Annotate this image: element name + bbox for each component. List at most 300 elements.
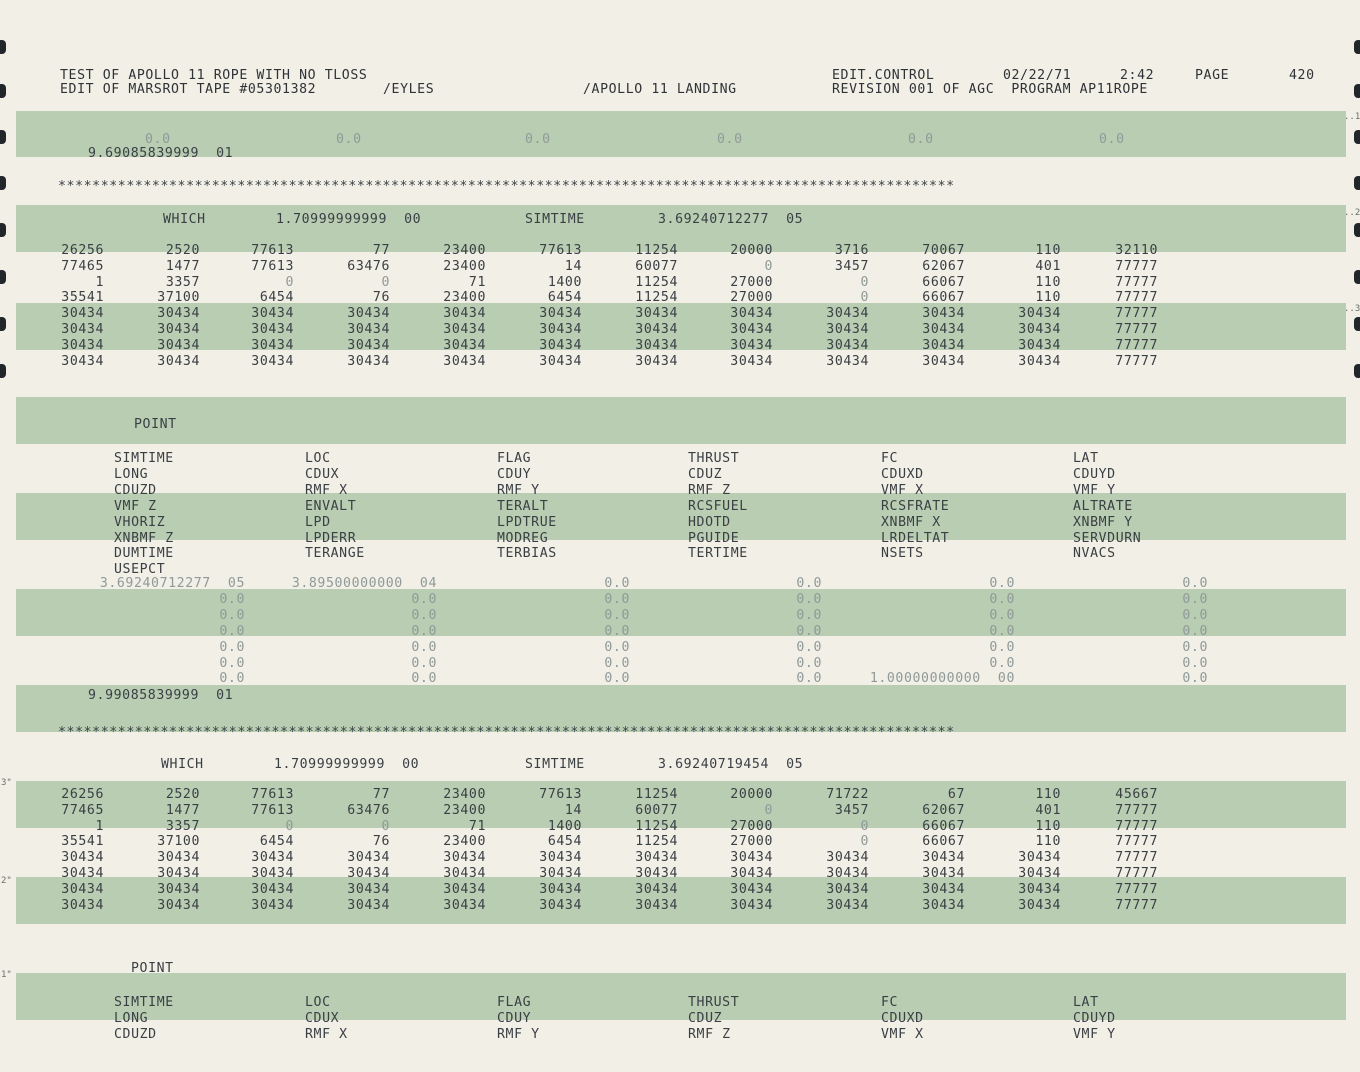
table-cell: 77777 — [1115, 834, 1158, 850]
table-cell: 37100 — [157, 834, 200, 850]
table-cell: 71 — [468, 818, 486, 834]
table-cell: 30434 — [443, 353, 486, 369]
feed-hole — [1354, 270, 1360, 284]
table-cell: 23400 — [443, 834, 486, 850]
feed-hole — [0, 317, 6, 331]
table-cell: 3357 — [165, 274, 200, 290]
table-cell: 110 — [1035, 243, 1061, 258]
point-value: 0.0 — [796, 576, 822, 591]
table-cell: 11254 — [635, 274, 678, 290]
point-label: LOC — [305, 451, 331, 466]
point-label: HDOTD — [688, 514, 731, 530]
table-cell: 30434 — [443, 897, 486, 913]
table-cell: 30434 — [157, 353, 200, 369]
table-cell: 30434 — [1018, 881, 1061, 897]
table-cell: 30434 — [826, 850, 869, 866]
point-label: RMF X — [305, 1026, 348, 1042]
table-cell: 23400 — [443, 243, 486, 258]
table-cell: 30434 — [347, 337, 390, 353]
table-cell: 30434 — [635, 866, 678, 881]
table-cell: 77777 — [1115, 274, 1158, 290]
header-title: TEST OF APOLLO 11 ROPE WITH NO TLOSS — [60, 68, 368, 83]
table-cell: 20000 — [730, 787, 773, 802]
margin-mark: ..3 — [1344, 304, 1360, 314]
table-cell: 2520 — [165, 243, 200, 258]
table-cell: 30434 — [61, 322, 104, 337]
point-value: 0.0 — [1182, 639, 1208, 655]
point-value: 0.0 — [219, 623, 245, 639]
table-cell: 71 — [468, 274, 486, 290]
point-label: CDUX — [305, 1010, 340, 1026]
point-label: RMF Y — [497, 1026, 540, 1042]
margin-mark: ..1 — [1344, 112, 1360, 122]
greenbar-band — [16, 493, 1346, 540]
table-cell: 77777 — [1115, 881, 1158, 897]
table-cell: 30434 — [1018, 866, 1061, 881]
table-cell: 30434 — [635, 897, 678, 913]
point-label: THRUST — [688, 451, 740, 466]
table-cell: 30434 — [251, 353, 294, 369]
point-label: CDUZ — [688, 466, 723, 482]
point-value: 0.0 — [989, 655, 1015, 671]
table-cell: 30434 — [922, 337, 965, 353]
table-cell: 30434 — [157, 322, 200, 337]
table-cell: 30434 — [347, 897, 390, 913]
zero-value: 0.0 — [336, 132, 362, 147]
table-cell: 26256 — [61, 787, 104, 802]
page-number: 420 — [1289, 68, 1315, 83]
table-cell: 30434 — [61, 866, 104, 881]
table-cell: 77613 — [251, 258, 294, 274]
table-cell: 23400 — [443, 787, 486, 802]
point-label: XNBMF Z — [114, 530, 174, 546]
table-cell: 1 — [95, 274, 104, 290]
table-cell: 30434 — [635, 850, 678, 866]
table-cell: 63476 — [347, 258, 390, 274]
table-cell: 30434 — [157, 897, 200, 913]
point-value: 0.0 — [796, 639, 822, 655]
table-cell: 0 — [764, 802, 773, 818]
zero-value: 0.0 — [525, 132, 551, 147]
zero-value: 0.0 — [717, 132, 743, 147]
table-cell: 30434 — [251, 897, 294, 913]
table-cell: 30434 — [922, 866, 965, 881]
zero-value: 0.0 — [908, 132, 934, 147]
table-cell: 30434 — [1018, 850, 1061, 866]
table-cell: 27000 — [730, 290, 773, 306]
point-title: POINT — [131, 961, 174, 976]
point-value: 0.0 — [604, 671, 630, 687]
table-cell: 76 — [372, 834, 390, 850]
table-cell: 77613 — [251, 802, 294, 818]
point-label: VMF Y — [1073, 1026, 1116, 1042]
table-cell: 30434 — [157, 337, 200, 353]
table-cell: 30434 — [251, 866, 294, 881]
point-value: 0.0 — [411, 591, 437, 607]
table-cell: 6454 — [547, 834, 582, 850]
table-cell: 3457 — [834, 802, 869, 818]
table-cell: 30434 — [157, 306, 200, 322]
table-cell: 2520 — [165, 787, 200, 802]
table-cell: 77613 — [539, 243, 582, 258]
table-cell: 77613 — [251, 787, 294, 802]
table-cell: 30434 — [635, 337, 678, 353]
table-cell: 23400 — [443, 290, 486, 306]
table-cell: 23400 — [443, 802, 486, 818]
table-cell: 30434 — [61, 881, 104, 897]
margin-mark: 1" — [1, 970, 12, 980]
table-cell: 77465 — [61, 258, 104, 274]
table-cell: 30434 — [539, 850, 582, 866]
table-cell: 77613 — [251, 243, 294, 258]
table-cell: 35541 — [61, 290, 104, 306]
table-cell: 1400 — [547, 274, 582, 290]
table-cell: 3716 — [834, 243, 869, 258]
point-value: 0.0 — [1182, 671, 1208, 687]
table-cell: 30434 — [347, 850, 390, 866]
point-label: FC — [881, 451, 899, 466]
point-label: DUMTIME — [114, 546, 174, 562]
asterisk-separator: ********************************************************************************************************* — [58, 725, 955, 740]
which-value: 1.70999999999 00 — [276, 212, 422, 227]
table-cell: 30434 — [1018, 897, 1061, 913]
table-cell: 30434 — [539, 866, 582, 881]
table-cell: 30434 — [61, 897, 104, 913]
table-cell: 11254 — [635, 243, 678, 258]
table-cell: 30434 — [347, 353, 390, 369]
table-cell: 11254 — [635, 834, 678, 850]
simtime-label: SIMTIME — [525, 212, 585, 227]
header-mission: /APOLLO 11 LANDING — [583, 82, 737, 97]
point-label: TERTIME — [688, 546, 748, 562]
table-cell: 1477 — [165, 258, 200, 274]
point-label: TERALT — [497, 498, 549, 514]
table-cell: 70067 — [922, 243, 965, 258]
table-cell: 30434 — [443, 881, 486, 897]
which-value: 1.70999999999 00 — [274, 757, 420, 772]
point-label: VMF X — [881, 1026, 924, 1042]
table-cell: 3357 — [165, 818, 200, 834]
point-value: 0.0 — [604, 655, 630, 671]
point-value: 0.0 — [411, 671, 437, 687]
point-value: 0.0 — [796, 607, 822, 623]
table-cell: 30434 — [443, 322, 486, 337]
point-last-value: 9.99085839999 01 — [88, 688, 234, 703]
table-cell: 30434 — [635, 353, 678, 369]
feed-hole — [0, 176, 6, 190]
feed-hole — [1354, 176, 1360, 190]
table-cell: 0 — [860, 290, 869, 306]
point-value: 0.0 — [989, 607, 1015, 623]
table-cell: 0 — [860, 274, 869, 290]
table-cell: 0 — [381, 274, 390, 290]
point-label: LOC — [305, 995, 331, 1010]
table-cell: 77777 — [1115, 802, 1158, 818]
table-cell: 110 — [1035, 818, 1061, 834]
table-cell: 0 — [860, 818, 869, 834]
table-cell: 23400 — [443, 258, 486, 274]
point-value: 0.0 — [219, 607, 245, 623]
point-value: 0.0 — [604, 576, 630, 591]
simtime-value: 3.69240712277 05 — [658, 212, 804, 227]
point-value: 3.89500000000 04 — [291, 576, 437, 591]
point-label: RMF Z — [688, 1026, 731, 1042]
table-cell: 30434 — [61, 353, 104, 369]
zero-value: 0.0 — [145, 132, 171, 147]
table-cell: 30434 — [251, 881, 294, 897]
margin-mark: 2" — [1, 876, 12, 886]
point-label: RMF Z — [688, 482, 731, 498]
point-label: NSETS — [881, 546, 924, 562]
table-cell: 30434 — [826, 881, 869, 897]
point-value: 0.0 — [604, 623, 630, 639]
table-cell: 77777 — [1115, 897, 1158, 913]
point-value: 0.0 — [604, 639, 630, 655]
point-value: 0.0 — [219, 591, 245, 607]
table-cell: 30434 — [1018, 306, 1061, 322]
point-value: 0.0 — [604, 591, 630, 607]
table-cell: 30434 — [922, 353, 965, 369]
top-value: 9.69085839999 01 — [88, 146, 234, 161]
point-label: LPDERR — [305, 530, 357, 546]
table-cell: 76 — [372, 290, 390, 306]
point-label: LAT — [1073, 995, 1099, 1010]
point-title: POINT — [134, 417, 177, 432]
header-user: /EYLES — [383, 82, 435, 97]
table-cell: 30434 — [635, 322, 678, 337]
point-value: 0.0 — [1182, 576, 1208, 591]
table-cell: 30434 — [922, 897, 965, 913]
point-value: 0.0 — [219, 671, 245, 687]
table-cell: 30434 — [61, 306, 104, 322]
table-cell: 30434 — [347, 322, 390, 337]
table-cell: 27000 — [730, 274, 773, 290]
table-cell: 77777 — [1115, 850, 1158, 866]
table-cell: 30434 — [61, 337, 104, 353]
point-value: 0.0 — [989, 623, 1015, 639]
table-cell: 30434 — [922, 881, 965, 897]
margin-mark: ..2 — [1344, 208, 1360, 218]
table-cell: 77777 — [1115, 290, 1158, 306]
margin-mark: 3" — [1, 778, 12, 788]
point-label: VMF Z — [114, 498, 157, 514]
table-cell: 30434 — [922, 322, 965, 337]
point-value: 0.0 — [796, 623, 822, 639]
table-cell: 30434 — [157, 866, 200, 881]
point-label: XNBMF Y — [1073, 514, 1133, 530]
table-cell: 30434 — [730, 306, 773, 322]
table-cell: 0 — [285, 274, 294, 290]
table-cell: 66067 — [922, 834, 965, 850]
table-cell: 30434 — [251, 306, 294, 322]
point-value: 0.0 — [219, 639, 245, 655]
table-cell: 30434 — [347, 866, 390, 881]
point-label: RMF Y — [497, 482, 540, 498]
table-cell: 77613 — [539, 787, 582, 802]
table-cell: 71722 — [826, 787, 869, 802]
point-label: CDUY — [497, 466, 532, 482]
zero-value: 0.0 — [1099, 132, 1125, 147]
table-cell: 77777 — [1115, 866, 1158, 881]
table-cell: 401 — [1035, 258, 1061, 274]
point-label: RMF X — [305, 482, 348, 498]
header-date: 02/22/71 — [1003, 68, 1072, 83]
table-cell: 30434 — [539, 306, 582, 322]
header-revision: REVISION 001 OF AGC PROGRAM AP11ROPE — [832, 82, 1148, 97]
point-label: FLAG — [497, 451, 532, 466]
table-cell: 77 — [372, 787, 390, 802]
table-cell: 35541 — [61, 834, 104, 850]
point-label: CDUY — [497, 1010, 532, 1026]
feed-hole — [1354, 223, 1360, 237]
table-cell: 30434 — [61, 850, 104, 866]
table-cell: 30434 — [251, 337, 294, 353]
table-cell: 6454 — [259, 834, 294, 850]
table-cell: 110 — [1035, 787, 1061, 802]
point-label: CDUYD — [1073, 466, 1116, 482]
header-control: EDIT.CONTROL — [832, 68, 935, 83]
point-label: LPDTRUE — [497, 514, 557, 530]
feed-hole — [0, 40, 6, 54]
table-cell: 20000 — [730, 243, 773, 258]
table-cell: 26256 — [61, 243, 104, 258]
feed-hole — [1354, 364, 1360, 378]
table-cell: 30434 — [1018, 322, 1061, 337]
point-label: VMF Y — [1073, 482, 1116, 498]
feed-hole — [1354, 40, 1360, 54]
table-cell: 1477 — [165, 802, 200, 818]
table-cell: 77465 — [61, 802, 104, 818]
table-cell: 30434 — [539, 881, 582, 897]
point-label: ALTRATE — [1073, 498, 1133, 514]
table-cell: 30434 — [539, 897, 582, 913]
table-cell: 110 — [1035, 290, 1061, 306]
point-label: SERVDURN — [1073, 530, 1142, 546]
table-cell: 30434 — [826, 306, 869, 322]
point-value: 0.0 — [411, 639, 437, 655]
point-label: TERBIAS — [497, 546, 557, 562]
point-label: SIMTIME — [114, 451, 174, 466]
point-label: TERANGE — [305, 546, 365, 562]
greenbar-band — [16, 397, 1346, 444]
point-value: 0.0 — [219, 655, 245, 671]
table-cell: 37100 — [157, 290, 200, 306]
table-cell: 63476 — [347, 802, 390, 818]
point-value: 0.0 — [411, 607, 437, 623]
table-cell: 0 — [860, 834, 869, 850]
table-cell: 30434 — [826, 337, 869, 353]
feed-hole — [1354, 130, 1360, 144]
point-label: RCSFUEL — [688, 498, 748, 514]
point-label: LAT — [1073, 451, 1099, 466]
point-label: FC — [881, 995, 899, 1010]
table-cell: 30434 — [443, 866, 486, 881]
table-cell: 30434 — [347, 306, 390, 322]
point-value: 0.0 — [411, 623, 437, 639]
table-cell: 30434 — [730, 881, 773, 897]
table-cell: 62067 — [922, 258, 965, 274]
table-cell: 30434 — [157, 850, 200, 866]
table-cell: 30434 — [826, 866, 869, 881]
feed-hole — [1354, 317, 1360, 331]
table-cell: 30434 — [730, 353, 773, 369]
point-label: CDUXD — [881, 466, 924, 482]
point-label: CDUXD — [881, 1010, 924, 1026]
table-cell: 30434 — [347, 881, 390, 897]
table-cell: 30434 — [922, 850, 965, 866]
table-cell: 30434 — [730, 897, 773, 913]
table-cell: 11254 — [635, 818, 678, 834]
table-cell: 77777 — [1115, 353, 1158, 369]
point-label: CDUX — [305, 466, 340, 482]
table-cell: 110 — [1035, 274, 1061, 290]
point-value: 0.0 — [1182, 623, 1208, 639]
simtime-label: SIMTIME — [525, 757, 585, 772]
feed-hole — [0, 84, 6, 98]
table-cell: 77777 — [1115, 818, 1158, 834]
point-label: VHORIZ — [114, 514, 166, 530]
table-cell: 110 — [1035, 834, 1061, 850]
point-value: 0.0 — [1182, 607, 1208, 623]
table-cell: 30434 — [826, 353, 869, 369]
table-cell: 30434 — [539, 322, 582, 337]
table-cell: 27000 — [730, 818, 773, 834]
point-value: 0.0 — [796, 591, 822, 607]
point-label: LONG — [114, 466, 149, 482]
table-cell: 30434 — [826, 322, 869, 337]
feed-hole — [0, 130, 6, 144]
point-label: CDUZD — [114, 482, 157, 498]
table-cell: 30434 — [730, 337, 773, 353]
point-value: 0.0 — [989, 591, 1015, 607]
table-cell: 30434 — [443, 850, 486, 866]
table-cell: 6454 — [259, 290, 294, 306]
point-value: 0.0 — [1182, 655, 1208, 671]
table-cell: 0 — [285, 818, 294, 834]
point-label: CDUYD — [1073, 1010, 1116, 1026]
point-label: MODREG — [497, 530, 549, 546]
point-value: 0.0 — [989, 639, 1015, 655]
table-cell: 30434 — [251, 850, 294, 866]
table-cell: 30434 — [1018, 337, 1061, 353]
point-label: VMF X — [881, 482, 924, 498]
asterisk-separator: ********************************************************************************************************* — [58, 179, 955, 194]
point-label: LONG — [114, 1010, 149, 1026]
table-cell: 30434 — [443, 306, 486, 322]
feed-hole — [1354, 84, 1360, 98]
point-label: CDUZ — [688, 1010, 723, 1026]
point-value: 0.0 — [1182, 591, 1208, 607]
table-cell: 30434 — [539, 353, 582, 369]
point-label: XNBMF X — [881, 514, 941, 530]
point-value: 0.0 — [796, 671, 822, 687]
table-cell: 66067 — [922, 274, 965, 290]
point-label: LRDELTAT — [881, 530, 950, 546]
point-label: NVACS — [1073, 546, 1116, 562]
table-cell: 60077 — [635, 258, 678, 274]
point-label: FLAG — [497, 995, 532, 1010]
table-cell: 3457 — [834, 258, 869, 274]
table-cell: 14 — [564, 258, 582, 274]
table-cell: 27000 — [730, 834, 773, 850]
greenbar-band — [16, 973, 1346, 1020]
point-label: USEPCT — [114, 562, 166, 578]
table-cell: 11254 — [635, 290, 678, 306]
table-cell: 77 — [372, 243, 390, 258]
point-value: 3.69240712277 05 — [99, 576, 245, 591]
point-label: THRUST — [688, 995, 740, 1010]
simtime-value: 3.69240719454 05 — [658, 757, 804, 772]
